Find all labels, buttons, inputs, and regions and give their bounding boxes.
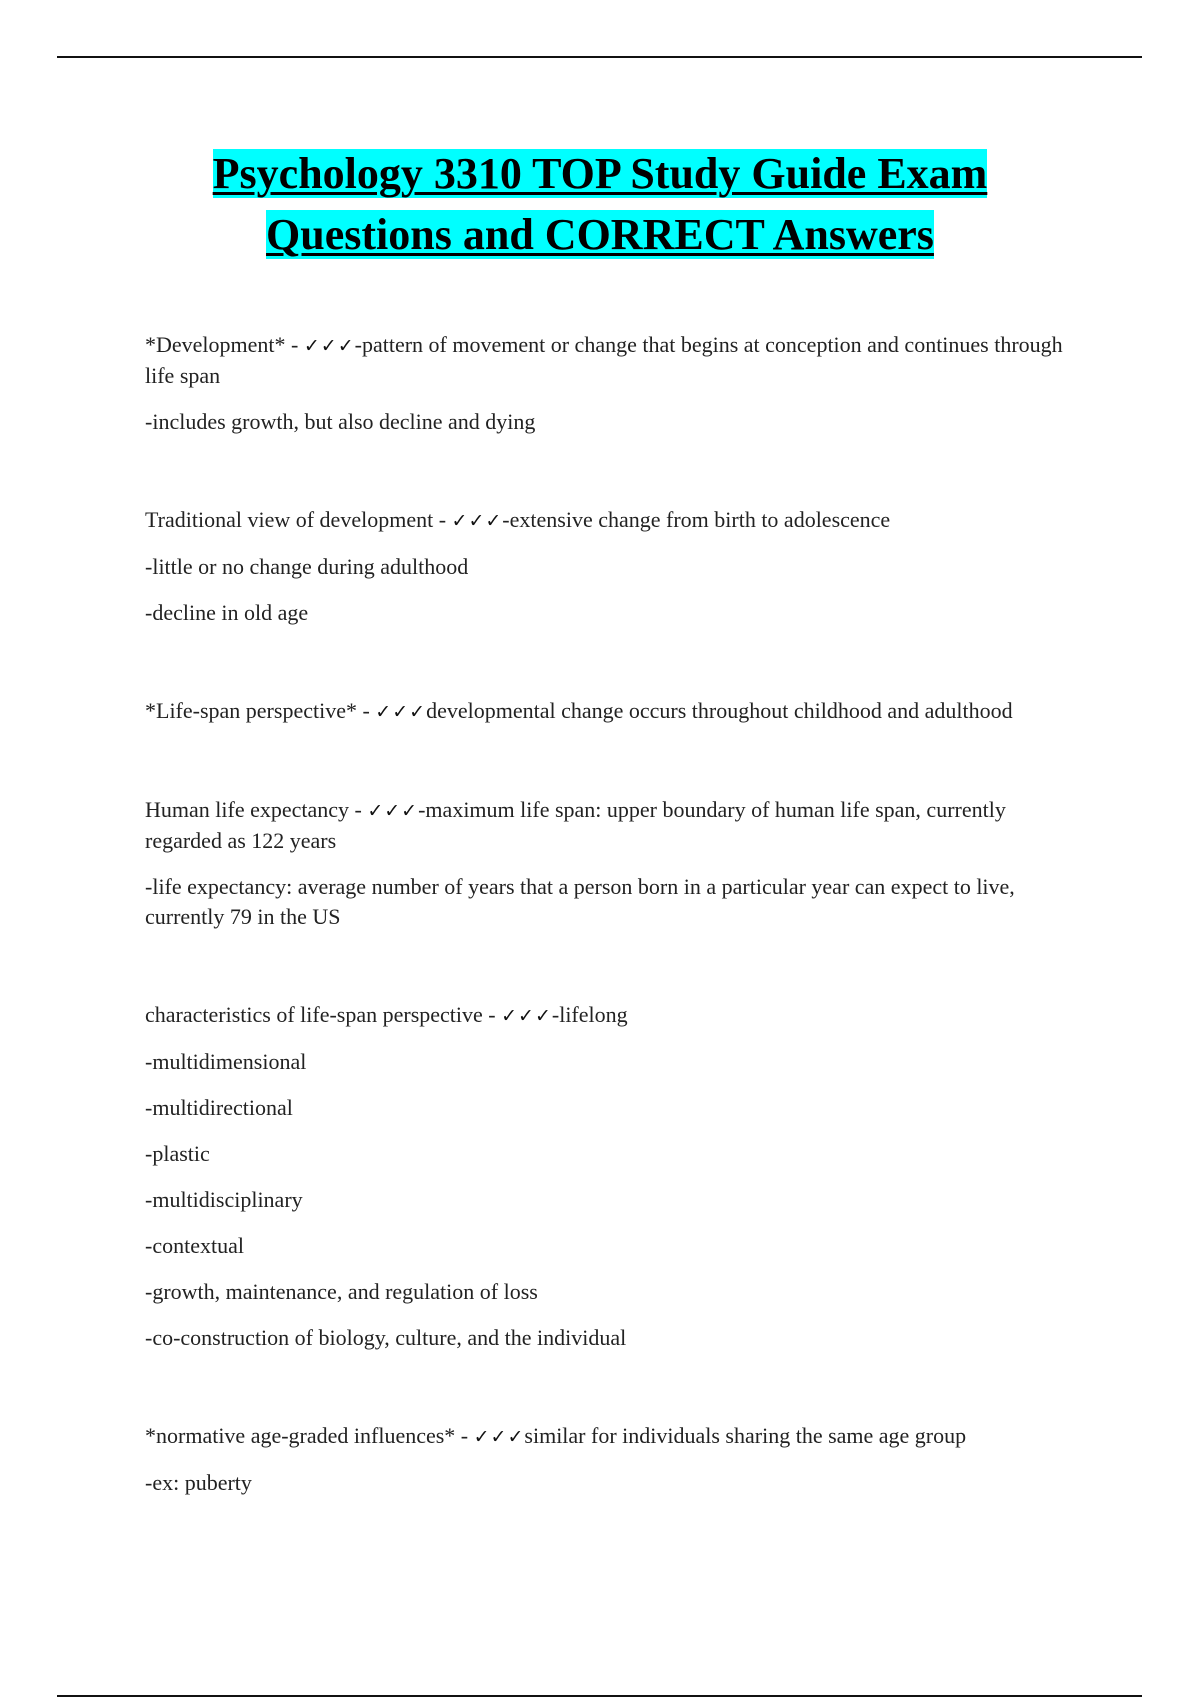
answer-line: -contextual	[145, 1233, 244, 1258]
answer-text: -lifelong	[551, 1002, 628, 1027]
answer-text: -pattern of movement or change that begins at conception and continues through life span	[145, 332, 1063, 388]
answer-line: -little or no change during adulthood	[145, 554, 469, 579]
check-marks-icon: ✓✓✓	[501, 1005, 552, 1027]
answer-line: -life expectancy: average number of years that a person born in a particular year can expect to live, currently 79 in the US	[145, 874, 1015, 929]
document-title	[0, 143, 1200, 265]
entry-line	[145, 330, 1075, 391]
entry-line	[145, 795, 1075, 856]
answer-line: -co-construction of biology, culture, and the individual	[145, 1325, 627, 1350]
answer-line: -ex: puberty	[145, 1470, 252, 1495]
answer-line: -decline in old age	[145, 600, 309, 625]
answer-text: -extensive change from birth to adolescence	[502, 507, 891, 532]
flashcard-entry	[145, 505, 1075, 628]
check-marks-icon: ✓✓✓	[473, 1426, 525, 1448]
term: *normative age-graded influences* -	[145, 1423, 474, 1448]
term: Traditional view of development -	[145, 507, 452, 532]
answer-line: -growth, maintenance, and regulation of loss	[145, 1279, 538, 1304]
check-marks-icon: ✓✓✓	[451, 510, 503, 532]
footer-rule	[57, 1695, 1142, 1697]
check-marks-icon: ✓✓✓	[367, 800, 419, 822]
answer-line: -multidirectional	[145, 1095, 293, 1120]
entry-line	[145, 1000, 1075, 1031]
answer-line: -multidimensional	[145, 1049, 307, 1074]
answer-text: similar for individuals sharing the same age group	[524, 1423, 967, 1448]
flashcard-entry	[145, 330, 1075, 437]
answer-line: -plastic	[145, 1141, 210, 1166]
flashcard-entry	[145, 795, 1075, 932]
check-marks-icon: ✓✓✓	[303, 335, 355, 357]
title-line-2: Questions and CORRECT Answers	[266, 210, 934, 259]
flashcard-entry	[145, 1421, 1075, 1498]
title-line-1: Psychology 3310 TOP Study Guide Exam	[212, 149, 988, 198]
flashcard-list	[145, 330, 1075, 1566]
flashcard-entry	[145, 696, 1075, 727]
entry-line	[145, 696, 1075, 727]
answer-line: -includes growth, but also decline and dying	[145, 409, 536, 434]
term: *Life-span perspective* -	[145, 698, 376, 723]
header-rule	[57, 56, 1142, 58]
term: Human life expectancy -	[145, 797, 368, 822]
answer-line: -multidisciplinary	[145, 1187, 303, 1212]
term: *Development* -	[145, 332, 304, 357]
answer-text: -maximum life span: upper boundary of human life span, currently regarded as 122 years	[145, 797, 1006, 853]
flashcard-entry	[145, 1000, 1075, 1353]
entry-line	[145, 505, 1075, 536]
entry-line	[145, 1421, 1075, 1452]
answer-text: developmental change occurs throughout childhood and adulthood	[426, 698, 1013, 723]
check-marks-icon: ✓✓✓	[375, 701, 427, 723]
term: characteristics of life-span perspective -	[145, 1002, 502, 1027]
